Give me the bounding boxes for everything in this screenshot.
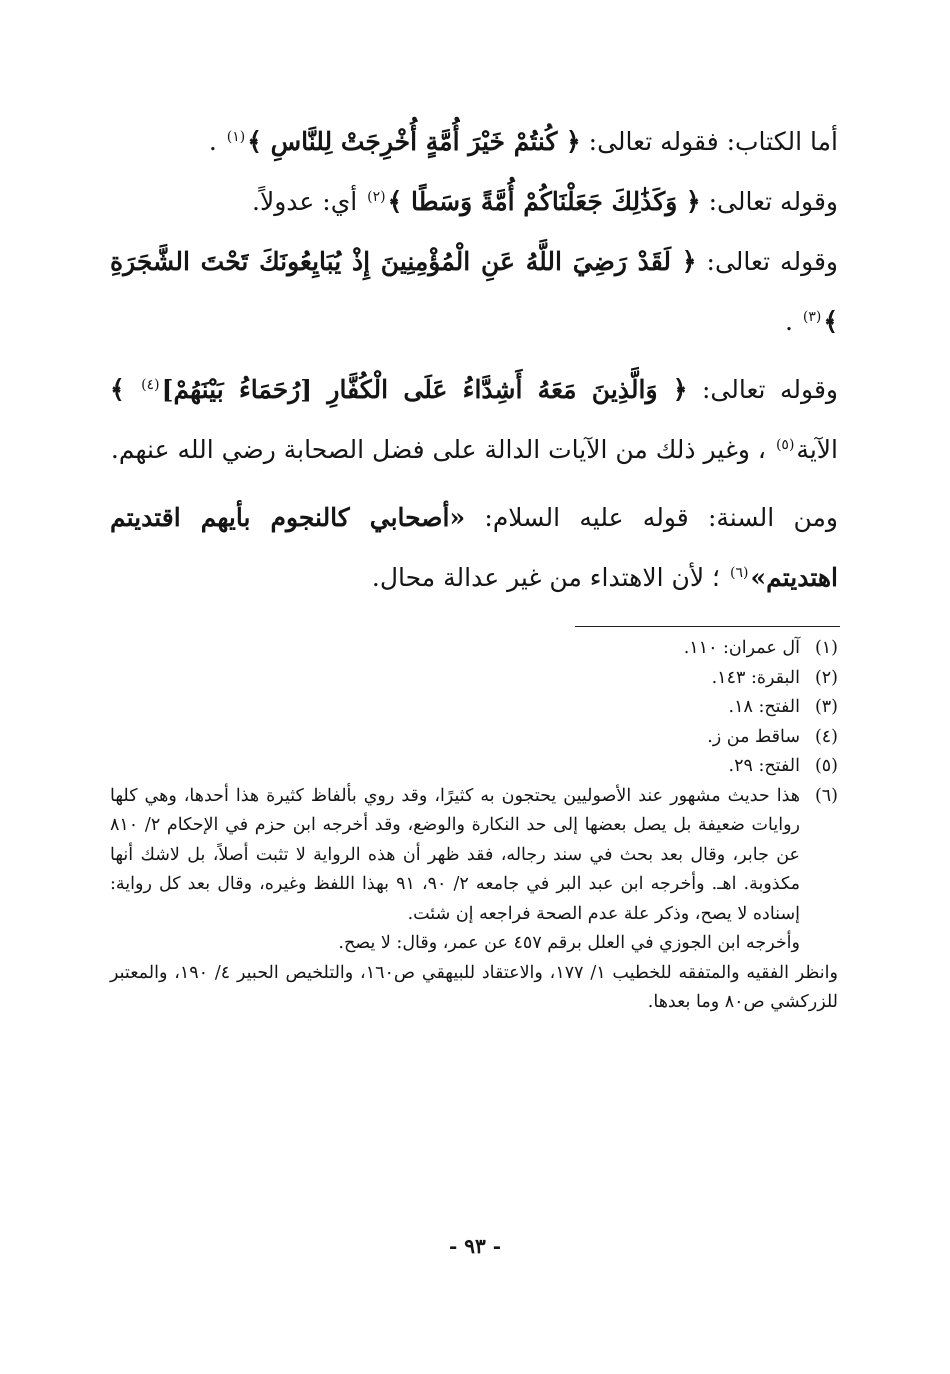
hadith-text: «أصحابي كالنجوم بأيهم اقتديتم اهتديتم» xyxy=(110,503,838,592)
footnote-item xyxy=(110,693,838,723)
footnote-number: (٤) xyxy=(814,726,838,747)
quran-verse: ﴿ لَقَدْ رَضِيَ اللَّهُ عَنِ الْمُؤْمِنِينَ إِذْ يُبَايِعُونَكَ تَحْتَ الشَّجَرَةِ ﴾ xyxy=(110,247,838,336)
footnote-text: ساقط من ز. xyxy=(707,726,800,747)
footnote-text: الفتح: ١٨. xyxy=(728,697,800,717)
paragraph-wasat-verse xyxy=(110,172,838,232)
paragraph-end: . xyxy=(208,127,217,156)
paragraph-intro: وقوله تعالى: xyxy=(701,375,838,404)
footnote-ref: (١) xyxy=(226,128,246,145)
footnote-continuation: وأخرجه ابن الجوزي في العلل برقم ٤٥٧ عن عمر، وقال: لا يصح. xyxy=(338,933,800,953)
paragraph-end: ، وغير ذلك من الآيات الدالة على فضل الصحابة رضي الله عنهم. xyxy=(110,435,766,464)
footnote-item xyxy=(110,723,838,753)
paragraph-end: ؛ لأن الاهتداء من غير عدالة محال. xyxy=(371,563,721,592)
footnote-text: هذا حديث مشهور عند الأصوليين يحتجون به كثيرًا، وقد روي بألفاظ كثيرة هذا أحدها، وهي كلها روايات ضعيفة بل يصل بعضها إلى حد النكارة والوضع، وقد أخرجه ابن حزم في الإحكام ٢/ ٨١٠ عن جابر، وقال بعد بحث في سند رجاله، فقد ظهر أن هذه الرواية لا تثبت أصلاً، بل لاشك أنها مكذوبة. اهـ. وأخرجه ابن عبد البر في جامعه ٢/ ٩٠، ٩١ بهذا اللفظ وغيره، وقال بعد كل رواية: إسناده لا يصح، وذكر علة عدم الصحة فراجعه إن شئت. xyxy=(110,785,800,924)
footnote-ref: (٥) xyxy=(775,436,795,453)
footnote-number: (٦) xyxy=(814,785,838,806)
footnote-references: وانظر الفقيه والمتفقه للخطيب ١/ ١٧٧، والاعتقاد للبيهقي ص١٦٠، والتلخيص الحبير ٤/ ١٩٠، والمعتبر للزركشي ص٨٠ وما بعدها. xyxy=(110,962,838,1012)
quran-verse: ﴿ وَكَذَٰلِكَ جَعَلْنَاكُمْ أُمَّةً وَسَطًا ﴾ xyxy=(387,187,701,216)
footnote-number: (١) xyxy=(814,638,838,658)
aya-word: الآية xyxy=(796,435,838,464)
paragraph-sunnah xyxy=(110,488,838,608)
paragraph-companions-verse xyxy=(110,360,838,480)
paragraph-end: أي: عدولاً. xyxy=(252,187,358,216)
footnote-item xyxy=(110,752,838,782)
footnote-text: البقرة: ١٤٣. xyxy=(711,667,800,688)
footnote-item xyxy=(110,634,838,664)
footnotes-section xyxy=(110,634,838,1018)
paragraph-tree-verse xyxy=(110,232,838,352)
footnote-item xyxy=(110,782,838,930)
quran-verse: ﴿ وَالَّذِينَ مَعَهُ أَشِدَّاءُ عَلَى الْكُفَّارِ [رُحَمَاءُ بَيْنَهُمْ] xyxy=(161,375,688,404)
paragraph-intro: وقوله تعالى: xyxy=(706,247,839,276)
paragraph-intro: ومن السنة: قوله عليه السلام: xyxy=(484,503,839,532)
main-text xyxy=(110,112,838,608)
paragraph-book-evidence xyxy=(110,112,838,172)
footnote-ref: (٤) xyxy=(141,376,160,393)
footnote-number: (٥) xyxy=(814,756,838,776)
footnote-ref: (٦) xyxy=(729,564,749,581)
paragraph-end: . xyxy=(784,307,793,336)
footnote-text: الفتح: ٢٩. xyxy=(728,756,800,776)
paragraph-intro: أما الكتاب: فقوله تعالى: xyxy=(588,127,838,156)
footnote-ref: (٢) xyxy=(367,188,386,205)
paragraph-intro: وقوله تعالى: xyxy=(708,187,838,216)
footnote-number: (٣) xyxy=(814,697,838,717)
footnote-item xyxy=(110,664,838,694)
page-number: - ٩٣ - xyxy=(448,1234,501,1258)
footnote-separator xyxy=(575,626,840,627)
footnote-ref: (٣) xyxy=(802,308,822,325)
quran-verse: ﴿ كُنتُمْ خَيْرَ أُمَّةٍ أُخْرِجَتْ لِلنَّاسِ ﴾ xyxy=(247,127,581,156)
quran-verse-close: ﴾ xyxy=(110,375,125,404)
footnote-text: آل عمران: ١١٠. xyxy=(683,638,800,658)
footnote-number: (٢) xyxy=(814,667,838,688)
